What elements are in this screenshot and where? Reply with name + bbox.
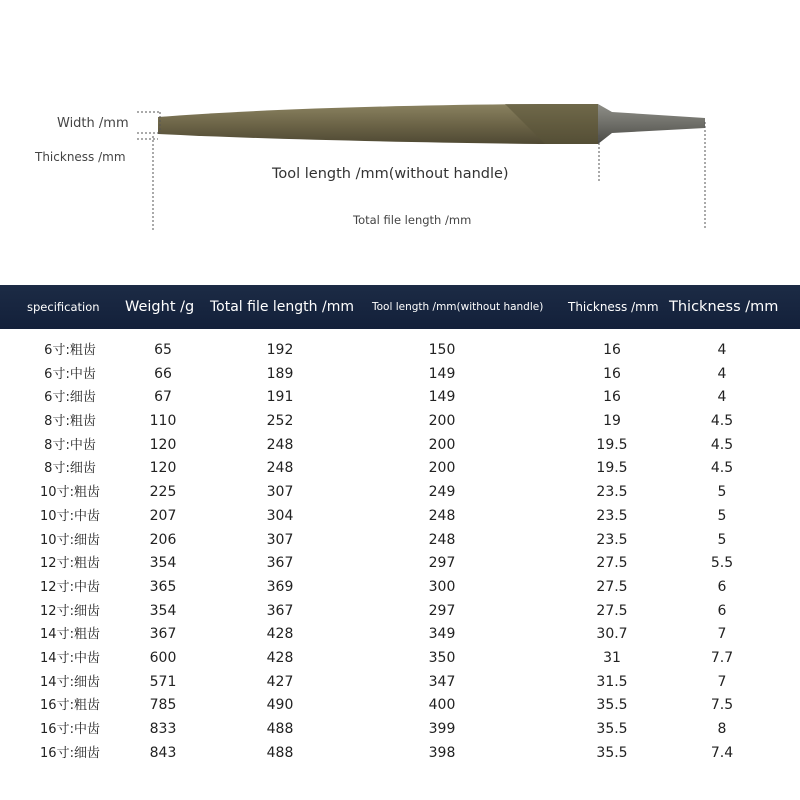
cell-tool-length: 297 bbox=[428, 555, 456, 572]
cell-thickness-1: 27.5 bbox=[596, 578, 628, 595]
cell-thickness-2: 5.5 bbox=[710, 555, 734, 572]
header-tool-length: Tool length /mm(without handle) bbox=[372, 301, 544, 313]
cell-thickness-1: 16 bbox=[603, 365, 621, 382]
cell-total-length: 252 bbox=[266, 413, 294, 430]
table-row bbox=[0, 481, 800, 505]
cell-tool-length: 400 bbox=[428, 697, 456, 714]
cell-thickness-1: 16 bbox=[603, 342, 621, 358]
cell-weight: 354 bbox=[149, 602, 177, 619]
table-row bbox=[0, 600, 800, 624]
cell-thickness-1: 19.5 bbox=[596, 436, 628, 453]
table-row bbox=[0, 363, 800, 387]
table-row bbox=[0, 647, 800, 671]
cell-total-length: 367 bbox=[266, 555, 294, 572]
cell-tool-length: 347 bbox=[428, 673, 456, 690]
cell-thickness-2: 6 bbox=[717, 602, 727, 619]
cell-tool-length: 150 bbox=[428, 342, 456, 358]
table-row bbox=[0, 410, 800, 434]
cell-thickness-2: 8 bbox=[717, 721, 727, 737]
cell-thickness-1: 23.5 bbox=[596, 507, 628, 524]
cell-thickness-1: 23.5 bbox=[596, 484, 628, 501]
cell-thickness-2: 4.5 bbox=[710, 436, 734, 453]
cell-thickness-1: 27.5 bbox=[596, 602, 628, 619]
table-row bbox=[0, 671, 800, 695]
cell-tool-length: 200 bbox=[428, 460, 456, 477]
table-row bbox=[0, 742, 800, 766]
cell-total-length: 428 bbox=[266, 649, 294, 666]
cell-weight: 571 bbox=[149, 673, 177, 690]
table-row bbox=[0, 529, 800, 553]
cell-weight: 600 bbox=[149, 649, 177, 666]
cell-thickness-1: 19.5 bbox=[596, 460, 628, 477]
cell-tool-length: 149 bbox=[428, 389, 456, 406]
cell-thickness-1: 31.5 bbox=[596, 673, 628, 690]
table-row bbox=[0, 552, 800, 576]
cell-specification: 14寸:中齿 bbox=[40, 650, 100, 666]
cell-thickness-1: 16 bbox=[603, 389, 621, 406]
cell-specification: 6寸:中齿 bbox=[44, 366, 96, 382]
table-row bbox=[0, 339, 800, 363]
cell-tool-length: 200 bbox=[428, 413, 456, 430]
file-dimension-diagram bbox=[0, 0, 800, 260]
cell-thickness-1: 31 bbox=[603, 649, 621, 666]
cell-specification: 14寸:细齿 bbox=[40, 674, 100, 690]
cell-weight: 206 bbox=[149, 531, 177, 548]
cell-tool-length: 249 bbox=[428, 484, 456, 501]
cell-tool-length: 200 bbox=[428, 436, 456, 453]
cell-total-length: 307 bbox=[266, 484, 294, 501]
cell-thickness-1: 30.7 bbox=[596, 626, 628, 643]
cell-total-length: 307 bbox=[266, 531, 294, 548]
cell-specification: 10寸:中齿 bbox=[40, 508, 100, 524]
cell-thickness-2: 4.5 bbox=[710, 460, 734, 477]
cell-specification: 6寸:粗齿 bbox=[44, 343, 96, 358]
cell-specification: 12寸:中齿 bbox=[40, 579, 100, 595]
cell-thickness-1: 35.5 bbox=[596, 744, 628, 761]
header-thickness-2: Thickness /mm bbox=[669, 299, 779, 315]
cell-total-length: 488 bbox=[266, 721, 294, 737]
cell-total-length: 427 bbox=[266, 673, 294, 690]
table-header bbox=[0, 285, 800, 329]
table-row bbox=[0, 434, 800, 458]
cell-total-length: 490 bbox=[266, 697, 294, 714]
cell-weight: 110 bbox=[149, 413, 177, 430]
cell-specification: 8寸:粗齿 bbox=[44, 414, 96, 430]
cell-tool-length: 349 bbox=[428, 626, 456, 643]
cell-total-length: 192 bbox=[266, 342, 294, 358]
cell-weight: 67 bbox=[154, 389, 172, 406]
cell-specification: 10寸:细齿 bbox=[40, 532, 100, 548]
cell-thickness-2: 7 bbox=[717, 673, 727, 690]
cell-thickness-2: 7 bbox=[717, 626, 727, 643]
header-total-length: Total file length /mm bbox=[210, 299, 354, 315]
cell-thickness-1: 35.5 bbox=[596, 721, 628, 737]
header-thickness-1: Thickness /mm bbox=[568, 300, 659, 314]
cell-thickness-2: 5 bbox=[717, 531, 727, 548]
cell-total-length: 369 bbox=[266, 578, 294, 595]
cell-tool-length: 398 bbox=[428, 744, 456, 761]
cell-total-length: 248 bbox=[266, 436, 294, 453]
cell-tool-length: 350 bbox=[428, 649, 456, 666]
thickness-label: Thickness /mm bbox=[35, 150, 126, 164]
cell-thickness-2: 7.7 bbox=[710, 649, 734, 666]
cell-total-length: 191 bbox=[266, 389, 294, 406]
cell-weight: 785 bbox=[149, 697, 177, 714]
header-specification: specification bbox=[27, 300, 100, 314]
cell-tool-length: 297 bbox=[428, 602, 456, 619]
cell-weight: 367 bbox=[149, 626, 177, 643]
table-row bbox=[0, 718, 800, 742]
cell-weight: 65 bbox=[154, 342, 172, 358]
cell-total-length: 428 bbox=[266, 626, 294, 643]
cell-weight: 120 bbox=[149, 460, 177, 477]
width-label: Width /mm bbox=[57, 116, 129, 131]
cell-tool-length: 248 bbox=[428, 507, 456, 524]
table-body bbox=[0, 329, 800, 765]
cell-thickness-1: 27.5 bbox=[596, 555, 628, 572]
cell-specification: 10寸:粗齿 bbox=[40, 485, 100, 501]
table-row bbox=[0, 386, 800, 410]
cell-thickness-2: 4 bbox=[717, 365, 727, 382]
cell-total-length: 304 bbox=[266, 507, 294, 524]
cell-tool-length: 399 bbox=[428, 721, 456, 737]
cell-tool-length: 149 bbox=[428, 365, 456, 382]
table-row bbox=[0, 694, 800, 718]
cell-thickness-2: 7.4 bbox=[710, 744, 734, 761]
cell-thickness-2: 6 bbox=[717, 578, 727, 595]
cell-specification: 16寸:细齿 bbox=[40, 745, 100, 761]
cell-thickness-2: 4.5 bbox=[710, 413, 734, 430]
cell-thickness-2: 4 bbox=[717, 342, 727, 358]
cell-weight: 120 bbox=[149, 436, 177, 453]
table-row bbox=[0, 576, 800, 600]
cell-specification: 6寸:细齿 bbox=[44, 390, 96, 406]
cell-thickness-1: 23.5 bbox=[596, 531, 628, 548]
cell-specification: 8寸:细齿 bbox=[44, 461, 96, 477]
cell-specification: 16寸:中齿 bbox=[40, 722, 100, 737]
cell-thickness-2: 5 bbox=[717, 484, 727, 501]
cell-weight: 207 bbox=[149, 507, 177, 524]
cell-thickness-2: 4 bbox=[717, 389, 727, 406]
table-row bbox=[0, 505, 800, 529]
cell-specification: 14寸:粗齿 bbox=[40, 627, 100, 643]
cell-total-length: 488 bbox=[266, 744, 294, 761]
cell-tool-length: 300 bbox=[428, 578, 456, 595]
total-length-label: Total file length /mm bbox=[353, 213, 472, 227]
cell-tool-length: 248 bbox=[428, 531, 456, 548]
tool-length-label: Tool length /mm(without handle) bbox=[272, 166, 509, 182]
specification-table bbox=[0, 285, 800, 765]
header-weight: Weight /g bbox=[125, 299, 195, 315]
cell-weight: 225 bbox=[149, 484, 177, 501]
table-row bbox=[0, 457, 800, 481]
cell-weight: 66 bbox=[154, 365, 172, 382]
cell-total-length: 367 bbox=[266, 602, 294, 619]
cell-weight: 365 bbox=[149, 578, 177, 595]
cell-total-length: 248 bbox=[266, 460, 294, 477]
cell-weight: 354 bbox=[149, 555, 177, 572]
cell-specification: 16寸:粗齿 bbox=[40, 698, 100, 714]
cell-thickness-2: 7.5 bbox=[710, 697, 734, 714]
file-tang bbox=[598, 104, 705, 144]
cell-thickness-1: 19 bbox=[603, 413, 621, 430]
cell-specification: 12寸:粗齿 bbox=[40, 556, 100, 572]
cell-weight: 843 bbox=[149, 744, 177, 761]
table-row bbox=[0, 623, 800, 647]
cell-weight: 833 bbox=[149, 721, 177, 737]
cell-thickness-1: 35.5 bbox=[596, 697, 628, 714]
cell-thickness-2: 5 bbox=[717, 507, 727, 524]
cell-specification: 12寸:细齿 bbox=[40, 603, 100, 619]
cell-total-length: 189 bbox=[266, 365, 294, 382]
cell-specification: 8寸:中齿 bbox=[44, 437, 96, 453]
